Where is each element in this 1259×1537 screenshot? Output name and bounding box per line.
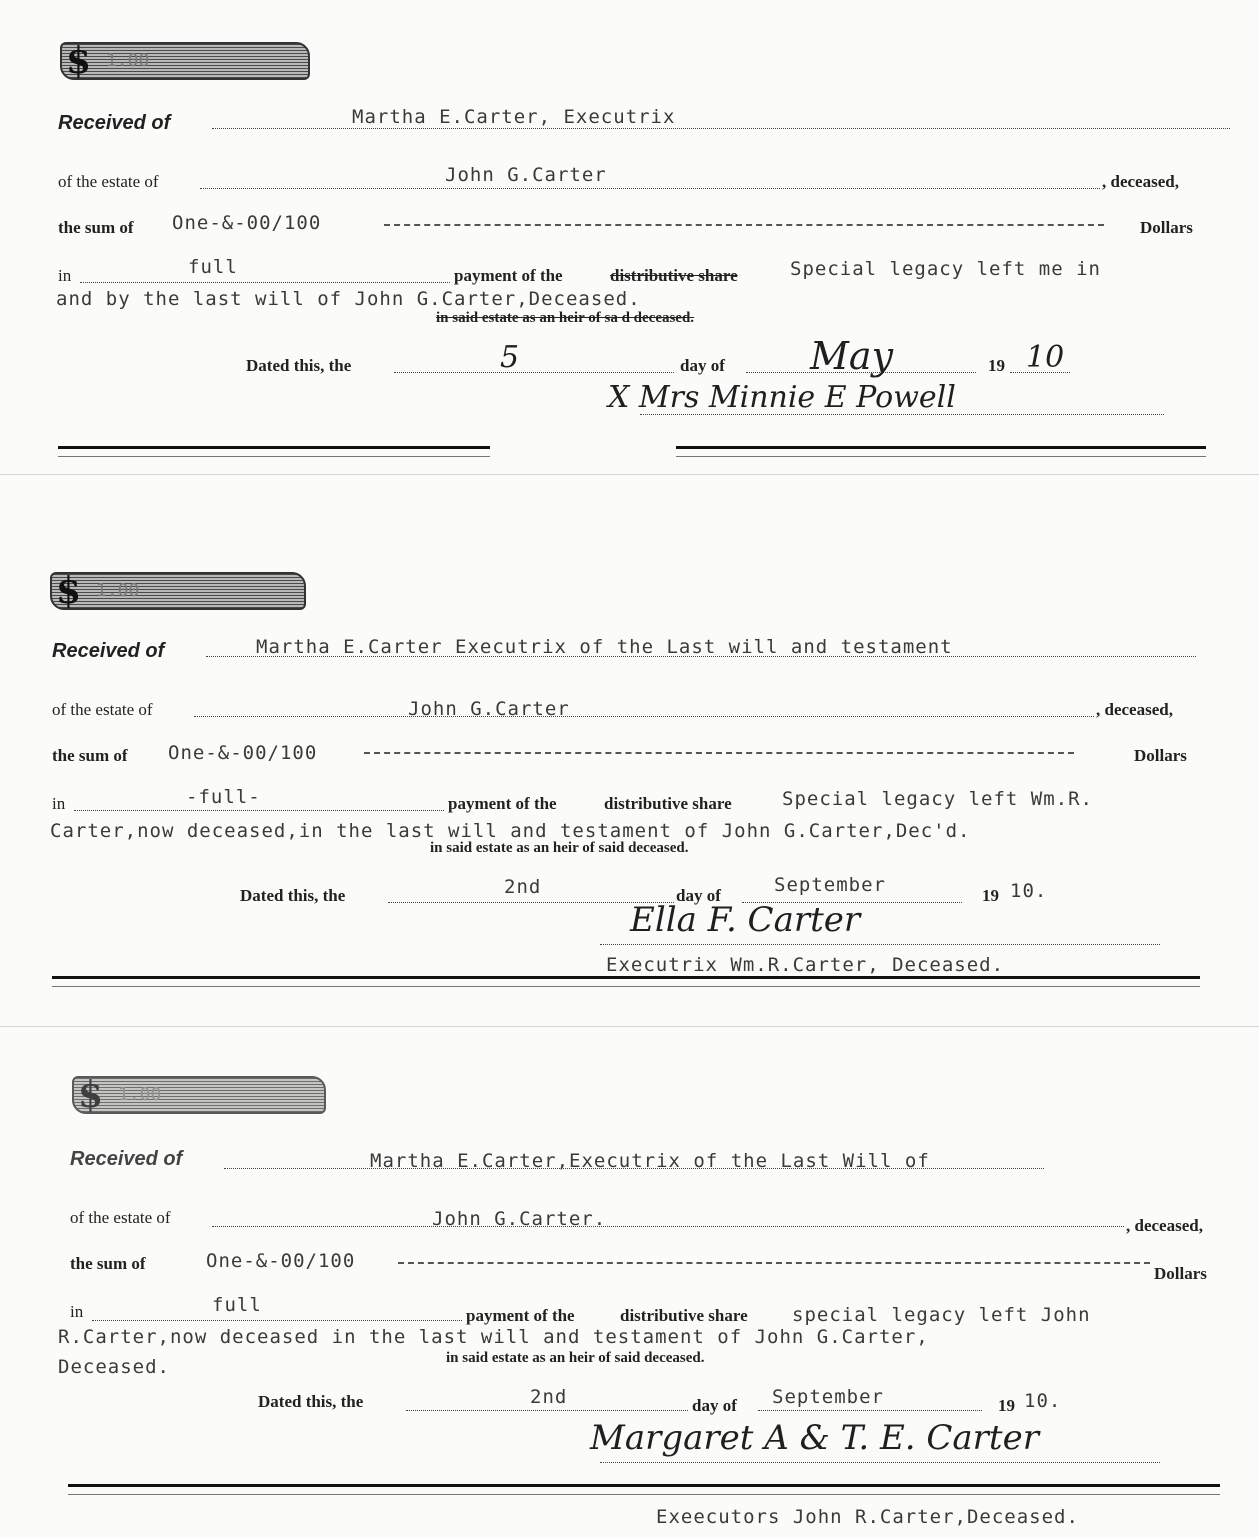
received-of-value: Martha E.Carter,Executrix of the Last Will of — [370, 1150, 930, 1172]
deceased-label: , deceased, — [1096, 700, 1173, 719]
in-value: full — [212, 1294, 262, 1316]
in-value: full — [188, 256, 238, 278]
received-of-value: Martha E.Carter, Executrix — [352, 106, 676, 128]
month-value: September — [774, 874, 886, 896]
continuation-line-1: R.Carter,now deceased in the last will and testament of John G.Carter, — [58, 1326, 929, 1348]
in-label: in — [70, 1302, 84, 1321]
month-value: May — [810, 334, 894, 378]
sum-label: the sum of — [58, 218, 134, 237]
dollars-label: Dollars — [1140, 218, 1193, 237]
estate-value: John G.Carter. — [432, 1208, 607, 1230]
month-value: September — [772, 1386, 884, 1408]
in-label: in — [52, 794, 66, 813]
continuation-line-2: Deceased. — [58, 1356, 170, 1378]
in-value: -full- — [186, 786, 261, 808]
estate-label: of the estate of — [58, 172, 159, 191]
year-value: 10. — [1024, 1390, 1062, 1412]
day-of-label: day of — [676, 886, 721, 905]
payment-label: payment of the — [448, 794, 557, 813]
in-said-estate-struck: in said estate as an heir of sa d deceased. — [436, 310, 695, 326]
share-value: Special legacy left me in — [790, 258, 1101, 280]
payment-label: payment of the — [454, 266, 563, 285]
stamp-amount: 1.00 — [96, 580, 140, 601]
sum-value: One-&-00/100 — [168, 742, 318, 764]
year-value: 10 — [1026, 340, 1065, 375]
received-of-label: Received of — [52, 640, 165, 662]
continuation-line: Carter,now deceased,in the last will and testament of John G.Carter,Dec'd. — [50, 820, 971, 842]
stamp-amount: 1.00 — [106, 50, 150, 71]
distributive-share-label: distributive share — [620, 1306, 748, 1325]
share-value: Special legacy left Wm.R. — [782, 788, 1093, 810]
stamp-amount: 1.00 — [118, 1084, 162, 1105]
day-value: 5 — [500, 340, 520, 375]
share-value: special legacy left John — [792, 1304, 1091, 1326]
dollar-sign-icon: $ — [56, 570, 82, 612]
day-value: 2nd — [530, 1386, 568, 1408]
day-of-label: day of — [680, 356, 725, 375]
day-value: 2nd — [504, 876, 542, 898]
signature-line — [600, 1462, 1160, 1463]
year-prefix: 19 — [982, 886, 999, 905]
signature: X Mrs Minnie E Powell — [608, 380, 956, 415]
year-value: 10. — [1010, 880, 1048, 902]
distributive-share-label: distributive share — [604, 794, 732, 813]
estate-value: John G.Carter — [445, 164, 607, 186]
signature: Ella F. Carter — [630, 900, 861, 940]
year-prefix: 19 — [988, 356, 1005, 375]
payment-label: payment of the — [466, 1306, 575, 1325]
month-line — [758, 1410, 982, 1411]
dollar-sign-icon: $ — [66, 40, 92, 82]
received-of-value: Martha E.Carter Executrix of the Last will and testament — [256, 636, 953, 658]
estate-label: of the estate of — [52, 700, 153, 719]
dollar-sign-icon: $ — [78, 1074, 104, 1116]
bottom-rule — [68, 1484, 1220, 1487]
sum-label: the sum of — [70, 1254, 146, 1273]
revenue-stamp — [72, 1076, 326, 1114]
signature: Margaret A & T. E. Carter — [590, 1418, 1039, 1458]
in-said-estate-label: in said estate as an heir of said deceased. — [430, 840, 689, 856]
bottom-rule-thin — [68, 1494, 1220, 1495]
distributive-share-struck: distributive share — [610, 266, 738, 285]
sum-dash-line — [398, 1262, 1150, 1264]
sum-value: One-&-00/100 — [172, 212, 322, 234]
continuation-line: and by the last will of John G.Carter,Deceased. — [56, 288, 641, 310]
sum-label: the sum of — [52, 746, 128, 765]
signer-title: Exeecutors John R.Carter,Deceased. — [656, 1506, 1079, 1528]
signer-title: Executrix Wm.R.Carter, Deceased. — [606, 954, 1005, 976]
estate-line — [212, 1226, 1124, 1227]
year-prefix: 19 — [998, 1396, 1015, 1415]
deceased-label: , deceased, — [1126, 1216, 1203, 1235]
dated-label: Dated this, the — [258, 1392, 364, 1411]
day-of-label: day of — [692, 1396, 737, 1415]
day-line — [406, 1410, 688, 1411]
dated-label: Dated this, the — [240, 886, 346, 905]
dollars-label: Dollars — [1154, 1264, 1207, 1283]
sum-value: One-&-00/100 — [206, 1250, 356, 1272]
in-said-estate-label: in said estate as an heir of said deceased. — [446, 1350, 705, 1366]
received-of-label: Received of — [70, 1148, 183, 1170]
in-label: in — [58, 266, 72, 285]
dollars-label: Dollars — [1134, 746, 1187, 765]
received-of-label: Received of — [58, 112, 171, 134]
dated-label: Dated this, the — [246, 356, 352, 375]
estate-value: John G.Carter — [408, 698, 570, 720]
deceased-label: , deceased, — [1102, 172, 1179, 191]
estate-label: of the estate of — [70, 1208, 171, 1227]
in-line — [92, 1320, 462, 1321]
